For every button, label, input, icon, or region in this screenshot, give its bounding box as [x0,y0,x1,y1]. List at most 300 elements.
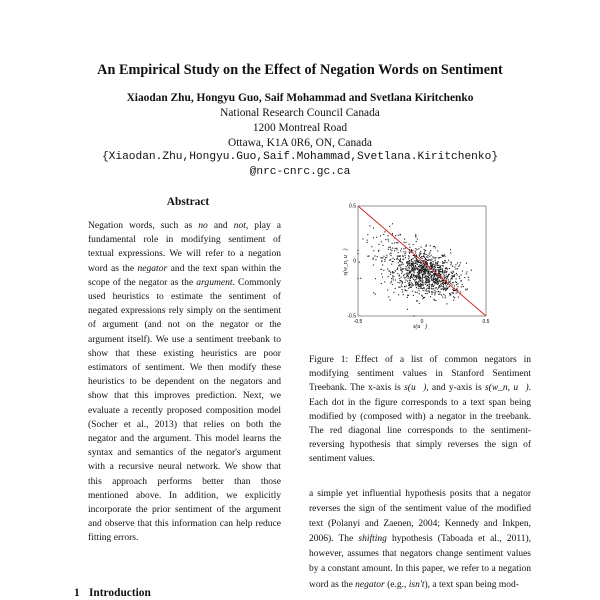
scatter-point [382,277,383,278]
scatter-point [434,292,435,293]
scatter-point [409,251,410,252]
scatter-point [404,286,405,287]
scatter-point [391,253,392,254]
scatter-point [399,260,400,261]
scatter-point [424,273,425,274]
scatter-point [426,276,427,277]
scatter-point [447,277,448,278]
scatter-point [433,246,434,247]
scatter-point [417,259,418,260]
scatter-point [403,268,404,269]
scatter-point [425,270,426,271]
scatter-point [431,276,432,277]
scatter-point [415,266,416,267]
scatter-point [407,280,408,281]
scatter-point [427,293,428,294]
scatter-point [416,261,417,262]
scatter-point [424,252,425,253]
scatter-point [412,268,413,269]
math-expression: s(w_n, u⃗) [484,383,529,394]
scatter-point [434,283,435,284]
scatter-point [401,285,402,286]
scatter-point [403,251,404,252]
scatter-point [434,294,435,295]
scatter-point [421,256,422,257]
scatter-point [426,245,427,246]
scatter-point [435,247,436,248]
scatter-point [417,267,418,268]
scatter-point [449,286,450,287]
scatter-point [449,294,450,295]
scatter-point [440,286,441,287]
scatter-point [405,248,406,249]
scatter-point [426,266,427,267]
scatter-point [431,255,432,256]
section-title: Introduction [89,587,151,599]
scatter-point [416,275,417,276]
scatter-point [405,269,406,270]
scatter-point [407,274,408,275]
scatter-point [373,258,374,259]
affiliation-line: National Research Council Canada [220,107,380,119]
scatter-point [376,237,377,238]
scatter-point [456,273,457,274]
scatter-point [406,285,407,286]
scatter-point [411,264,412,265]
scatter-point [411,277,412,278]
scatter-point [416,276,417,277]
scatter-point [430,245,431,246]
scatter-point [450,252,451,253]
scatter-point [399,275,400,276]
scatter-point [420,254,421,255]
scatter-point [402,291,403,292]
scatter-point [429,281,430,282]
scatter-point [401,270,402,271]
figure-caption [309,353,531,467]
scatter-point [412,250,413,251]
scatter-point [443,281,444,282]
scatter-point [433,263,434,264]
scatter-point [435,265,436,266]
scatter-point [449,268,450,269]
scatter-point [437,289,438,290]
scatter-point [454,275,455,276]
scatter-point [395,270,396,271]
scatter-point [431,284,432,285]
scatter-point [381,241,382,242]
affiliation-line: Ottawa, K1A 0R6, ON, Canada [228,137,372,149]
scatter-point [388,247,389,248]
scatter-point [387,268,388,269]
scatter-point [413,279,414,280]
scatter-point [395,279,396,280]
scatter-point [442,261,443,262]
scatter-point [442,272,443,273]
scatter-point [434,282,435,283]
scatter-point [432,283,433,284]
scatter-point [413,265,414,266]
scatter-point [417,282,418,283]
scatter-point [417,239,418,240]
scatter-point [367,240,368,241]
scatter-point [425,284,426,285]
scatter-point [432,267,433,268]
scatter-point [452,282,453,283]
scatter-point [408,258,409,259]
scatter-point [418,266,419,267]
scatter-point [425,250,426,251]
x-tick-label: -0.5 [353,319,363,325]
scatter-point [430,266,431,267]
scatter-point [446,278,447,279]
scatter-point [437,264,438,265]
scatter-point [431,288,432,289]
scatter-point [426,259,427,260]
scatter-point [429,282,430,283]
scatter-point [385,239,386,240]
scatter-point [414,272,415,273]
scatter-point [422,288,423,289]
scatter-point [423,266,424,267]
scatter-point [424,297,425,298]
scatter-point [444,260,445,261]
scatter-point [396,249,397,250]
scatter-point [446,262,447,263]
scatter-point [406,276,407,277]
scatter-point [386,255,387,256]
email-line: {Xiaodan.Zhu,Hongyu.Guo,Saif.Mohammad,Svetlana.Kiritchenko} [101,151,499,163]
scatter-point [456,282,457,283]
scatter-point [466,263,467,264]
scatter-point [416,258,417,259]
scatter-point [424,270,425,271]
scatter-point [430,263,431,264]
scatter-point [388,270,389,271]
scatter-point [456,278,457,279]
scatter-point [423,290,424,291]
scatter-point [392,233,393,234]
y-tick-label: 0.5 [349,203,356,210]
scatter-point [426,291,427,292]
scatter-point [425,281,426,282]
scatter-point [399,282,400,283]
scatter-point [405,277,406,278]
scatter-point [447,269,448,270]
scatter-point [397,267,398,268]
scatter-point [397,258,398,259]
scatter-point [419,270,420,271]
scatter-point [444,288,445,289]
scatter-point [426,267,427,268]
scatter-point [378,244,379,245]
scatter-point [399,256,400,257]
scatter-point [375,259,376,260]
scatter-point [417,300,418,301]
scatter-point [427,285,428,286]
scatter-point [397,273,398,274]
scatter-point [423,260,424,261]
scatter-point [373,237,374,238]
scatter-point [411,287,412,288]
scatter-point [426,270,427,271]
scatter-point [453,293,454,294]
scatter-point [454,267,455,268]
scatter-point [390,259,391,260]
scatter-point [418,271,419,272]
emphasis: negator [137,262,168,274]
scatter-point [416,263,417,264]
scatter-point [427,291,428,292]
scatter-point [389,226,390,227]
scatter-point [435,257,436,258]
scatter-point [400,258,401,259]
scatter-point [446,303,447,304]
x-tick-label: 0 [420,319,424,325]
scatter-point [400,234,401,235]
scatter-point [438,270,439,271]
scatter-point [444,262,445,263]
scatter-point [418,281,419,282]
scatter-point [448,276,449,277]
scatter-point [390,282,391,283]
scatter-point [440,269,441,270]
scatter-point [413,258,414,259]
scatter-point [437,281,438,282]
scatter-point [413,266,414,267]
scatter-point [454,297,455,298]
scatter-point [429,286,430,287]
text-run: . Commonly used heuristics to estimate the sentiment of negated expressions rely simply on the sentiment of argument (and not on the negator or the argument itself). We use a sentiment treebank to show that these existing heuristics are poor estimators of sentiment. We then modify these heuristics to be dependent on the negators and show that this improves prediction. Next, we evaluate a recently proposed composition model (Socher et al., 2013) that relies on both the negator and the argument. This model learns the syntax and semantics of the negator's argument with a recursive neural network. We show that this approach performs better than those mentioned above. In addition, we explicitly incorporate the prior sentiment of the argument and observe that this information can help reduce fitting errors. [88,276,281,544]
scatter-point [443,294,444,295]
scatter-point [401,248,402,249]
scatter-point [418,261,419,262]
scatter-point [439,271,440,272]
scatter-point [446,285,447,286]
text-run: , and y-axis is [426,383,485,394]
scatter-point [406,290,407,291]
scatter-point [423,284,424,285]
scatter-point [444,275,445,276]
scatter-point [404,242,405,243]
scatter-point [384,259,385,260]
scatter-point [410,280,411,281]
scatter-point [417,269,418,270]
scatter-point [461,281,462,282]
scatter-point [413,267,414,268]
scatter-point [447,284,448,285]
scatter-point [405,257,406,258]
scatter-point [424,254,425,255]
scatter-point [399,278,400,279]
scatter-point [445,290,446,291]
scatter-point [375,278,376,279]
scatter-point [401,262,402,263]
scatter-point [362,238,363,239]
scatter-point [384,231,385,232]
scatter-point [386,257,387,258]
scatter-point [466,271,467,272]
scatter-point [411,259,412,260]
scatter-point [461,286,462,287]
scatter-point [399,261,400,262]
scatter-point [417,292,418,293]
scatter-point [430,271,431,272]
scatter-point [421,267,422,268]
scatter-point [419,271,420,272]
scatter-point [404,289,405,290]
scatter-point [402,271,403,272]
scatter-point [450,249,451,250]
scatter-point [442,265,443,266]
scatter-point [427,279,428,280]
scatter-point [435,271,436,272]
scatter-point [418,274,419,275]
text-run: a simple yet influential hypothesis posits that a negator reverses the sign of the sentiment value of the modified text (Polanyi and Zaenen, 2004; Kennedy and Inkpen, 2006). The [309,489,531,545]
scatter-point [416,300,417,301]
scatter-point [392,258,393,259]
scatter-point [426,289,427,290]
scatter-point [413,276,414,277]
scatter-point [410,271,411,272]
scatter-point [443,286,444,287]
scatter-point [430,250,431,251]
scatter-point [429,288,430,289]
scatter-point [437,265,438,266]
scatter-point [421,263,422,264]
scatter-point [419,279,420,280]
scatter-point [446,287,447,288]
scatter-point [392,261,393,262]
scatter-point [438,257,439,258]
scatter-point [415,260,416,261]
scatter-point [422,284,423,285]
scatter-point [373,292,374,293]
scatter-point [423,271,424,272]
scatter-point [401,286,402,287]
scatter-point [449,274,450,275]
scatter-point [444,256,445,257]
scatter-point [455,269,456,270]
scatter-point [427,255,428,256]
scatter-point [429,292,430,293]
scatter-point [440,266,441,267]
scatter-point [410,278,411,279]
emphasis: not [233,220,246,231]
scatter-point [429,284,430,285]
scatter-point [420,263,421,264]
scatter-point [391,264,392,265]
scatter-point [367,242,368,243]
scatter-point [420,277,421,278]
scatter-point [403,256,404,257]
scatter-point [402,282,403,283]
scatter-point [418,288,419,289]
scatter-point [443,289,444,290]
scatter-point [398,259,399,260]
scatter-point [388,240,389,241]
scatter-point [430,262,431,263]
scatter-point [392,271,393,272]
scatter-point [431,286,432,287]
scatter-point [419,275,420,276]
scatter-point [407,275,408,276]
scatter-point [426,280,427,281]
x-axis-label: s(u⃗) [413,324,427,330]
text-run: , play a fundamental role in modifying sentiment of textual expressions. We will refer to a negation word as the [88,220,281,274]
scatter-point [405,252,406,253]
scatter-point [392,275,393,276]
scatter-point [403,275,404,276]
scatter-point [424,266,425,267]
scatter-point [420,283,421,284]
scatter-point [400,261,401,262]
scatter-point [404,255,405,256]
scatter-point [398,265,399,266]
scatter-point [419,273,420,274]
scatter-point [428,279,429,280]
scatter-point [435,263,436,264]
scatter-point [415,236,416,237]
scatter-point [452,289,453,290]
scatter-point [392,248,393,249]
scatter-point [404,239,405,240]
scatter-point [442,269,443,270]
scatter-point [426,256,427,257]
scatter-point [422,269,423,270]
scatter-point [408,288,409,289]
scatter-point [408,273,409,274]
scatter-point [457,262,458,263]
scatter-point [408,278,409,279]
scatter-point [412,284,413,285]
scatter-point [428,273,429,274]
scatter-point [459,264,460,265]
scatter-point [436,287,437,288]
scatter-point [454,285,455,286]
scatter-point [413,295,414,296]
scatter-point [399,264,400,265]
scatter-point [444,283,445,284]
scatter-point [411,260,412,261]
scatter-point [457,286,458,287]
scatter-point [426,279,427,280]
scatter-point [434,276,435,277]
scatter-point [409,260,410,261]
scatter-point [410,265,411,266]
scatter-point [393,292,394,293]
scatter-point [441,271,442,272]
scatter-point [432,292,433,293]
scatter-point [443,256,444,257]
scatter-point [441,283,442,284]
y-axis-label: s(w_n, u⃗) [343,248,349,276]
scatter-point [422,278,423,279]
scatter-point [433,279,434,280]
scatter-point [396,258,397,259]
scatter-point [433,261,434,262]
scatter-point [398,294,399,295]
scatter-point [434,275,435,276]
scatter-point [398,286,399,287]
scatter-point [411,275,412,276]
scatter-point [367,256,368,257]
scatter-point [384,261,385,262]
scatter-point [373,250,374,251]
scatter-point [415,292,416,293]
scatter-point [397,242,398,243]
scatter-point [429,253,430,254]
